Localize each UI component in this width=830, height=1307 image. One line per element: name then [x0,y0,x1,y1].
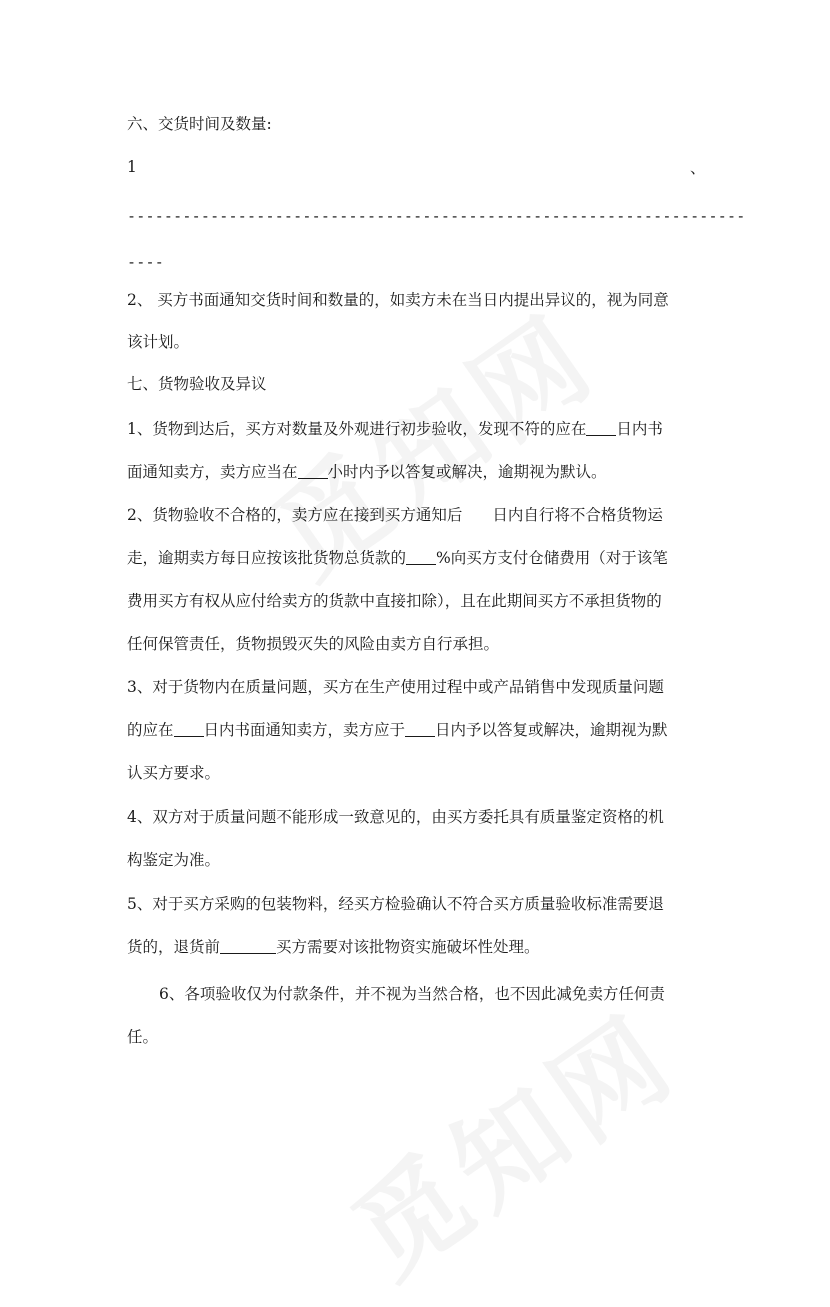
dash-line: ------------------------------------------------------------------- [127,207,746,225]
paragraph-line: 该计划。 [127,333,190,351]
text-segment: 日内书 [616,420,663,438]
text-segment: %向买方支付仓储费用（对于该笔 [436,549,668,567]
fill-blank [220,937,276,954]
paragraph-line [127,547,707,569]
fill-blank [405,720,435,737]
text-segment: 面通知卖方，卖方应当在 [127,463,298,481]
text-segment: 走，逾期卖方每日应按该批货物总货款的 [127,549,407,567]
fill-blank [406,548,436,565]
fill-blank [174,720,204,737]
paragraph-line: 构鉴定为准。 [127,851,221,869]
paragraph-line: 认买方要求。 [127,764,221,782]
text-segment: 货的，退货前 [127,938,221,956]
paragraph-line: 6、各项验收仅为付款条件，并不视为当然合格，也不因此减免卖方任何责 [159,985,665,1003]
text-segment: 2、货物验收不合格的，卖方应在接到买方通知后 [127,506,463,524]
paragraph-line [127,418,707,440]
text-segment: 买方需要对该批物资实施破坏性处理。 [276,938,540,956]
text-segment: 日内予以答复或解决，逾期视为默 [435,721,668,739]
watermark [317,971,703,1307]
paragraph-line: 任何保管责任，货物损毁灭失的风险由卖方自行承担。 [127,635,500,653]
item-mark: 、 [690,159,706,177]
text-segment: 小时内予以答复或解决，逾期视为默认。 [327,463,607,481]
section-heading-inspection: 七、货物验收及异议 [127,375,267,393]
section-heading-delivery: 六、交货时间及数量: [127,115,272,133]
fill-blank [586,419,616,436]
text-segment: 日内书面通知卖方，卖方应于 [203,721,406,739]
dash-line: ---- [127,253,164,271]
text-segment: 1、货物到达后，买方对数量及外观进行初步验收，发现不符的应在 [127,420,587,438]
paragraph-line [127,719,707,741]
fill-blank [298,462,328,479]
paragraph-line: 任。 [127,1028,159,1046]
item-number: 1 [127,158,137,176]
paragraph-line: 4、双方对于质量问题不能形成一致意见的，由买方委托具有质量鉴定资格的机 [127,808,664,826]
text-segment: 日内自行将不合格货物运 [492,506,663,524]
paragraph-line: 2、 买方书面通知交货时间和数量的，如卖方未在当日内提出异议的，视为同意 [127,291,669,309]
paragraph-line: 3、对于货物内在质量问题，买方在生产使用过程中或产品销售中发现质量问题 [127,678,664,696]
text-segment: 的应在 [127,721,174,739]
paragraph-line: 费用买方有权从应付给卖方的货款中直接扣除），且在此期间买方不承担货物的 [127,592,662,610]
paragraph-line: 5、对于买方采购的包装物料，经买方检验确认不符合买方质量验收标准需要退 [127,895,664,913]
paragraph-line [127,936,707,958]
paragraph-line [127,461,707,483]
paragraph-line [127,504,707,526]
